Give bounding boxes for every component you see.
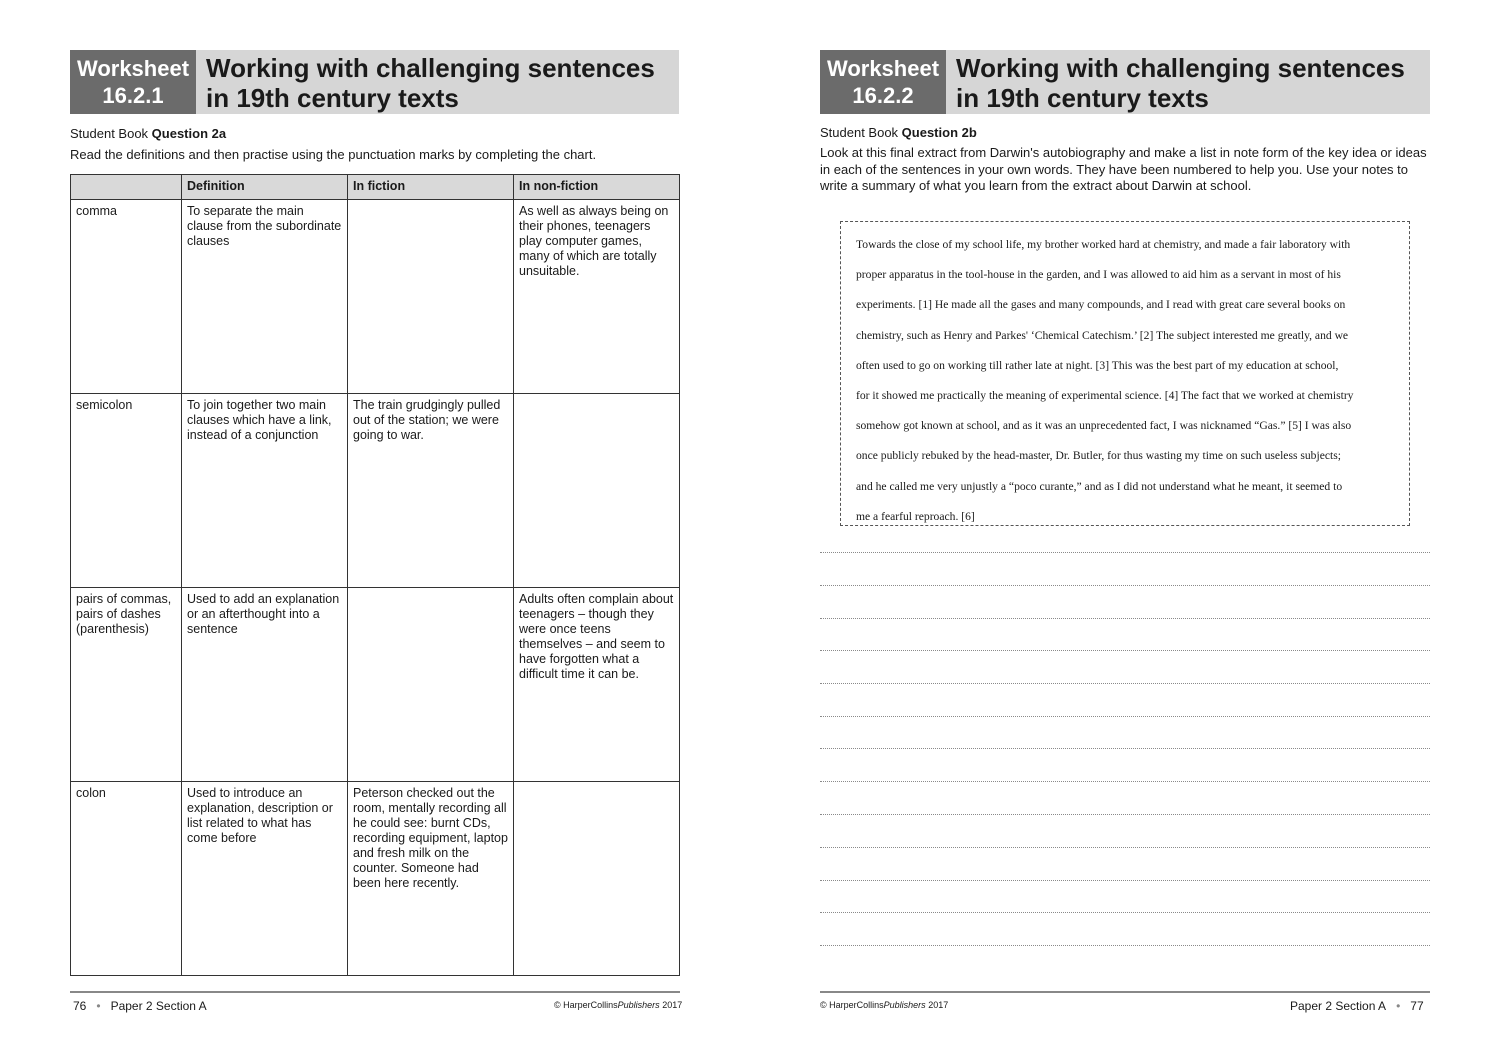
fiction-cell[interactable] xyxy=(348,200,514,394)
column-header: Definition xyxy=(182,175,348,200)
writing-line[interactable] xyxy=(820,912,1430,913)
worksheet-label xyxy=(70,50,196,114)
nonfiction-cell[interactable] xyxy=(514,782,680,976)
definition-cell: To join together two main clauses which have a link, instead of a conjunction xyxy=(182,394,348,588)
extract-line: and he called me very unjustly a “poco curante,” and as I did not understand what he meant, it seemed to xyxy=(856,479,1343,493)
worksheet-label xyxy=(820,50,946,114)
writing-line[interactable] xyxy=(820,552,1430,553)
column-header: In fiction xyxy=(348,175,514,200)
copyright xyxy=(820,1000,948,1010)
page-footer xyxy=(1290,999,1424,1013)
punctuation-chart xyxy=(70,174,680,976)
punctuation-mark-cell: pairs of commas, pairs of dashes (parenthesis) xyxy=(71,588,182,782)
copyright-year: 2017 xyxy=(659,1000,683,1010)
extract-line: proper apparatus in the tool-house in the garden, and I was allowed to aid him as a servant in most of his xyxy=(856,268,1341,282)
column-header xyxy=(71,175,182,200)
writing-line[interactable] xyxy=(820,650,1430,651)
writing-line[interactable] xyxy=(820,781,1430,782)
extract-line: experiments. [1] He made all the gases and many compounds, and I read with great care several books on xyxy=(856,298,1346,312)
bullet-separator: • xyxy=(1396,999,1401,1013)
title-line: in 19th century texts xyxy=(956,83,1209,113)
table-row xyxy=(71,782,680,976)
worksheet-number: 16.2.1 xyxy=(102,83,164,108)
copyright-prefix: © HarperCollins xyxy=(554,1000,618,1010)
worksheet-number: 16.2.2 xyxy=(852,83,914,108)
column-header: In non-fiction xyxy=(514,175,680,200)
table-header-row xyxy=(71,175,680,200)
instructions: Read the definitions and then practise using the punctuation marks by completing the chart. xyxy=(70,147,597,162)
page-number: 77 xyxy=(1410,999,1424,1013)
student-book-prefix: Student Book xyxy=(820,125,902,140)
extract-line: once publicly rebuked by the head-master, Dr. Butler, for thus wasting my time on such useless subjects; xyxy=(856,449,1341,463)
copyright-publisher: Publishers xyxy=(617,1000,660,1010)
definition-cell: To separate the main clause from the subordinate clauses xyxy=(182,200,348,394)
footer-rule xyxy=(70,991,680,993)
copyright-prefix: © HarperCollins xyxy=(820,1000,884,1010)
table-row xyxy=(71,588,680,782)
writing-line[interactable] xyxy=(820,618,1430,619)
writing-line[interactable] xyxy=(820,585,1430,586)
question-number: Question 2b xyxy=(901,125,977,140)
extract-line: me a fearful reproach. [6] xyxy=(856,509,975,523)
footer-section: Paper 2 Section A xyxy=(110,999,207,1013)
student-book-ref xyxy=(820,125,977,140)
title-line: Working with challenging sentences xyxy=(956,53,1405,83)
copyright-publisher: Publishers xyxy=(883,1000,926,1010)
student-book-ref xyxy=(70,126,226,141)
table-row xyxy=(71,394,680,588)
writing-line[interactable] xyxy=(820,748,1430,749)
instructions: Look at this final extract from Darwin's autobiography and make a list in note form of the key idea or ideas in each of the sentences in your own words. They have been numbered to help you. Use your notes to write a summary of what you learn from the extract about Darwin at school. xyxy=(820,145,1427,193)
footer-rule xyxy=(820,991,1430,993)
worksheet-word: Worksheet xyxy=(826,56,940,81)
writing-line[interactable] xyxy=(820,880,1430,881)
footer-section: Paper 2 Section A xyxy=(1290,999,1387,1013)
punctuation-mark-cell: colon xyxy=(71,782,182,976)
worksheet-header xyxy=(820,50,1430,114)
copyright-year: 2017 xyxy=(925,1000,949,1010)
extract-line: often used to go on working till rather late at night. [3] This was the best part of my education at school, xyxy=(856,358,1339,372)
page-footer xyxy=(73,999,207,1013)
fiction-cell: The train grudgingly pulled out of the station; we were going to war. xyxy=(348,394,514,588)
copyright xyxy=(554,1000,682,1010)
nonfiction-cell: As well as always being on their phones, teenagers play computer games, many of which are totally unsuitable. xyxy=(514,200,680,394)
nonfiction-cell: Adults often complain about teenagers – though they were once teens themselves – and seem to have forgotten what a difficult time it can be. xyxy=(514,588,680,782)
punctuation-mark-cell: comma xyxy=(71,200,182,394)
title-line: Working with challenging sentences xyxy=(206,53,655,83)
writing-line[interactable] xyxy=(820,945,1430,946)
definition-cell: Used to introduce an explanation, description or list related to what has come before xyxy=(182,782,348,976)
worksheet-header xyxy=(70,50,679,114)
title-line: in 19th century texts xyxy=(206,83,459,113)
extract-line: chemistry, such as Henry and Parkes' ‘Chemical Catechism.’ [2] The subject interested me greatly, and we xyxy=(856,328,1349,342)
page-number: 76 xyxy=(73,999,87,1013)
worksheet-title xyxy=(196,50,679,114)
darwin-extract-box xyxy=(840,221,1410,526)
worksheet-word: Worksheet xyxy=(76,56,190,81)
worksheet-title xyxy=(946,50,1430,114)
question-number: Question 2a xyxy=(151,126,227,141)
student-book-prefix: Student Book xyxy=(70,126,152,141)
extract-line: Towards the close of my school life, my brother worked hard at chemistry, and made a fair laboratory with xyxy=(856,238,1351,251)
punctuation-mark-cell: semicolon xyxy=(71,394,182,588)
nonfiction-cell[interactable] xyxy=(514,394,680,588)
bullet-separator: • xyxy=(96,999,101,1013)
writing-line[interactable] xyxy=(820,683,1430,684)
fiction-cell[interactable] xyxy=(348,588,514,782)
definition-cell: Used to add an explanation or an afterthought into a sentence xyxy=(182,588,348,782)
table-row xyxy=(71,200,680,394)
extract-line: somehow got known at school, and as it was an unprecedented fact, I was nicknamed “Gas.” [5] I was also xyxy=(856,419,1352,433)
extract-line: for it showed me practically the meaning of experimental science. [4] The fact that we worked at chemistry xyxy=(856,389,1354,403)
writing-line[interactable] xyxy=(820,716,1430,717)
writing-line[interactable] xyxy=(820,814,1430,815)
writing-line[interactable] xyxy=(820,847,1430,848)
fiction-cell: Peterson checked out the room, mentally recording all he could see: burnt CDs, recording equipment, laptop and fresh milk on the counter. Someone had been here recently. xyxy=(348,782,514,976)
